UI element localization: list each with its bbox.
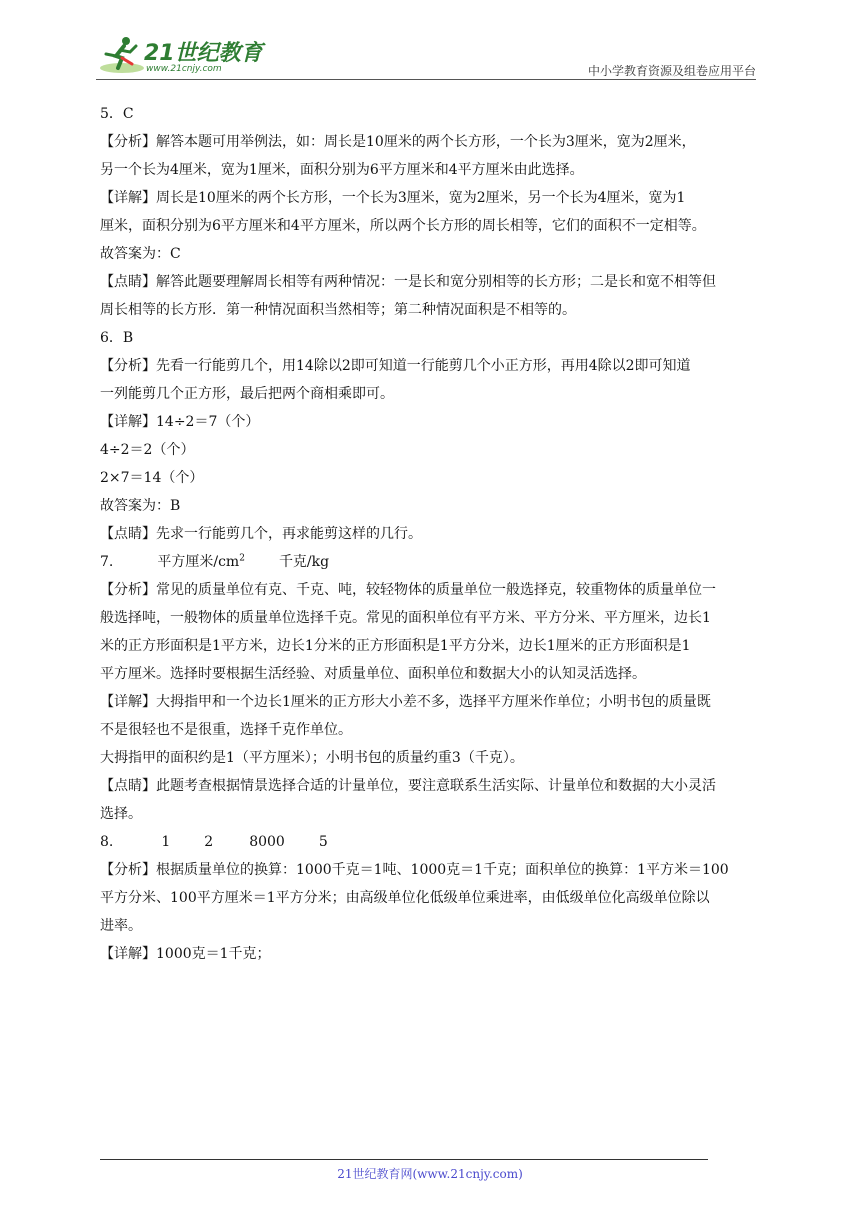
text-line: 大拇指甲的面积约是1（平方厘米）；小明书包的质量约重3（千克）。: [100, 750, 524, 766]
text-line: 平方厘米。选择时要根据生活经验、对质量单位、面积单位和数据大小的认知灵活选择。: [100, 666, 646, 682]
text-line: 一列能剪几个正方形，最后把两个商相乘即可。: [100, 386, 394, 402]
q8-answer-4: 5: [318, 834, 328, 850]
text-line: 周长相等的长方形．第一种情况面积当然相等；第二种情况面积是不相等的。: [100, 302, 576, 318]
q8-number: 8.: [100, 834, 114, 850]
text-line: 5．C: [100, 106, 134, 122]
text-line: 【详解】1000克＝1千克；: [100, 946, 271, 962]
text-line: 般选择吨，一般物体的质量单位选择千克。常见的面积单位有平方米、平方分米、平方厘米，边长1: [100, 610, 711, 626]
text-line: 进率。: [100, 918, 142, 934]
q7-superscript: 2: [239, 553, 245, 564]
text-line: 【详解】14÷2＝7（个）: [100, 414, 260, 430]
text-line: 平方分米、100平方厘米＝1平方分米；由高级单位化低级单位乘进率，由低级单位化高级单位除以: [100, 890, 710, 906]
text-line: 6．B: [100, 330, 134, 346]
text-line: 【分析】解答本题可用举例法，如：周长是10厘米的两个长方形，一个长为3厘米，宽为2厘米，: [100, 134, 696, 150]
page-header: [96, 30, 756, 80]
q7-number: 7.: [100, 554, 114, 570]
answer-content: [100, 100, 764, 968]
text-line: 4÷2＝2（个）: [100, 442, 195, 458]
logo-url: www.21cnjy.com: [146, 64, 222, 74]
text-line: 【详解】大拇指甲和一个边长1厘米的正方形大小差不多，选择平方厘米作单位；小明书包的质量既: [100, 694, 711, 710]
footer-divider: [100, 1159, 708, 1160]
runner-logo-icon: [96, 34, 144, 76]
text-line: 2×7＝14（个）: [100, 470, 204, 486]
q7-answer-area: 平方厘米/cm: [157, 554, 240, 570]
q8-answer-1: 1: [161, 834, 171, 850]
text-line: 故答案为：C: [100, 246, 181, 262]
logo-title: 21世纪教育: [144, 41, 263, 66]
text-line: 【点睛】解答此题要理解周长相等有两种情况：一是长和宽分别相等的长方形；二是长和宽不相等但: [100, 274, 716, 290]
text-line: 不是很轻也不是很重，选择千克作单位。: [100, 722, 352, 738]
text-line: 【分析】先看一行能剪几个，用14除以2即可知道一行能剪几个小正方形，再用4除以2即可知道: [100, 358, 691, 374]
site-logo: [96, 34, 266, 78]
text-line: 故答案为：B: [100, 498, 181, 514]
text-line: 【详解】周长是10厘米的两个长方形，一个长为3厘米，宽为2厘米，另一个长为4厘米，宽为1: [100, 190, 686, 206]
text-line: 【点睛】此题考查根据情景选择合适的计量单位，要注意联系生活实际、计量单位和数据的大小灵活: [100, 778, 716, 794]
text-line: 【点睛】先求一行能剪几个，再求能剪这样的几行。: [100, 526, 422, 542]
text-line: 另一个长为4厘米，宽为1厘米，面积分别为6平方厘米和4平方厘米由此选择。: [100, 162, 584, 178]
header-divider: [96, 79, 756, 80]
text-line: 米的正方形面积是1平方米，边长1分米的正方形面积是1平方分米，边长1厘米的正方形面积是1: [100, 638, 691, 654]
platform-name: 中小学教育资源及组卷应用平台: [587, 64, 756, 78]
q7-answer-line: [100, 548, 764, 576]
q8-answer-2: 2: [204, 834, 214, 850]
footer-link[interactable]: 21世纪教育网(www.21cnjy.com): [337, 1167, 523, 1181]
text-line: 【分析】常见的质量单位有克、千克、吨，较轻物体的质量单位一般选择克，较重物体的质量单位一: [100, 582, 716, 598]
q7-answer-mass: 千克/kg: [278, 554, 330, 570]
q8-answer-line: [100, 828, 764, 856]
text-line: 【分析】根据质量单位的换算：1000千克＝1吨、1000克＝1千克；面积单位的换算：1平方米＝100: [100, 862, 729, 878]
text-line: 选择。: [100, 806, 142, 822]
q8-answer-3: 8000: [249, 834, 285, 850]
text-line: 厘米，面积分别为6平方厘米和4平方厘米，所以两个长方形的周长相等，它们的面积不一定相等。: [100, 218, 706, 234]
